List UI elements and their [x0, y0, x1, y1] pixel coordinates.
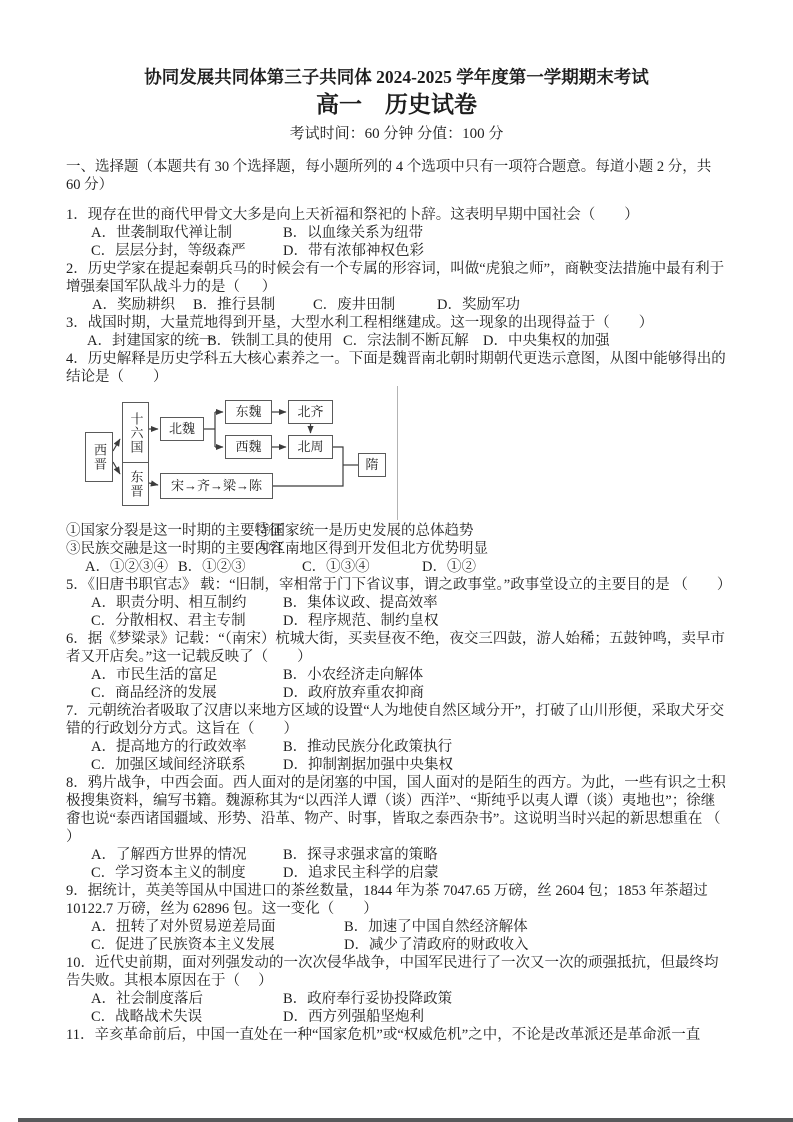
option-b: B．小农经济走向解体 [283, 667, 424, 683]
question-6 [66, 630, 727, 702]
option-b: B．①②③ [178, 559, 246, 575]
node-northern-qi: 北齐 [288, 400, 333, 424]
question-7-stem: 7．元朝统治者吸取了汉唐以来地方区域的设置“人为地使自然区域分开”，打破了山川形便，采取犬牙交错的行政划分方式。这旨在（ ） [66, 703, 725, 737]
option-b: B．加速了中国自然经济解体 [344, 919, 528, 935]
question-11 [66, 1026, 727, 1044]
option-b: B．政府奉行妥协投降政策 [283, 991, 453, 1007]
option-a: A．社会制度落后 [91, 991, 203, 1007]
option-d: D．抑制割据加强中央集权 [283, 757, 453, 773]
option-c: C．分散相权、君主专制 [91, 613, 246, 629]
question-8-stem: 8．鸦片战争，中西会面。西人面对的是闭塞的中国，国人面对的是陌生的西方。为此，一些有识之士积极搜集资料，编写书籍。魏源称其为“以西洋人谭（谈）西洋”、“斯纯乎以夷人谭（谈）夷地也”；徐继畬也说“泰西诸国疆域、形势、沿革、物产、时事，皆取之泰西杂书”。这说明当时兴起的新思想重在 （ ） [66, 775, 750, 845]
question-4 [66, 350, 727, 576]
question-2-stem: 2．历史学家在提起秦朝兵马的时候会有一个专属的形容词，叫做“虎狼之师”，商鞅变法措施中最有利于增强秦国军队战斗力的是（ ） [66, 261, 725, 295]
question-4-options [66, 558, 727, 576]
node-sui: 隋 [358, 453, 386, 477]
option-b: B．铁制工具的使用 [207, 333, 333, 349]
node-northern-zhou: 北周 [288, 435, 333, 459]
question-1-stem: 1．现存在世的商代甲骨文大多是向上天祈福和祭祀的卜辞。这表明早期中国社会（ ） [66, 207, 639, 223]
option-c: C．商品经济的发展 [91, 685, 217, 701]
option-b: B．推动民族分化政策执行 [283, 739, 453, 755]
question-7-options [66, 738, 727, 774]
question-10-options [66, 990, 727, 1026]
question-1-options [66, 224, 727, 260]
option-d: D．①② [422, 559, 476, 575]
question-8 [66, 774, 750, 882]
option-a: A．了解西方世界的情况 [91, 847, 247, 863]
question-10 [66, 954, 727, 1026]
option-d: D．带有浓郁神权色彩 [283, 243, 424, 259]
option-d: D．奖励军功 [437, 297, 520, 313]
statement-2: ②国家统一是历史发展的总体趋势 [256, 523, 474, 539]
question-5-options [66, 594, 727, 630]
node-northern-wei: 北魏 [160, 417, 204, 441]
option-b: B．探寻求强求富的策略 [283, 847, 438, 863]
option-c: C．加强区域间经济联系 [91, 757, 246, 773]
question-10-stem: 10．近代史前期，面对列强发动的一次次侵华战争，中国军民进行了一次又一次的顽强抵抗，但最终均告失败。其根本原因在于（ ） [66, 955, 719, 989]
question-3 [66, 314, 727, 350]
option-a: A．市民生活的富足 [91, 667, 218, 683]
node-western-jin: 西晋 [85, 432, 113, 482]
question-1 [66, 206, 727, 260]
option-a: A．封建国家的统一 [87, 333, 214, 349]
question-9-stem: 9．据统计，英美等国从中国进口的茶丝数量，1844 年为茶 7047.65 万磅，丝 2604 包；1853 年茶超过 10122.7 万磅，丝为 62896 包。这一变化（ ） [66, 883, 712, 917]
question-7 [66, 702, 727, 774]
option-d: D．减少了清政府的财政收入 [344, 937, 529, 953]
node-eastern-jin: 东晋 [122, 462, 149, 506]
option-c: C．战略战术失误 [91, 1009, 203, 1025]
question-3-options [66, 332, 727, 350]
question-5 [66, 576, 732, 630]
option-d: D．追求民主科学的启蒙 [283, 865, 439, 881]
option-c: C．①③④ [302, 559, 370, 575]
question-11-stem: 11．辛亥革命前后，中国一直处在一种“国家危机”或“权威危机”之中，不论是改革派还是革命派一直 [66, 1027, 701, 1043]
option-c: C．废井田制 [313, 297, 396, 313]
option-d: D．程序规范、制约皇权 [283, 613, 439, 629]
statement-4: ④江南地区得到开发但北方优势明显 [256, 541, 488, 557]
question-9 [66, 882, 727, 954]
exam-title: 协同发展共同体第三子共同体 2024-2025 学年度第一学期期末考试 [144, 67, 649, 87]
option-c: C．层层分封，等级森严 [91, 243, 246, 259]
option-a: A．提高地方的行政效率 [91, 739, 247, 755]
option-d: D．中央集权的加强 [483, 333, 610, 349]
option-d: D．西方列强船坚炮利 [283, 1009, 424, 1025]
node-eastern-wei: 东魏 [225, 400, 272, 424]
option-a: A．①②③④ [85, 559, 168, 575]
question-6-options [66, 666, 727, 702]
option-b: B．以血缘关系为纽带 [283, 225, 424, 241]
question-2 [66, 260, 727, 314]
question-2-options [66, 296, 727, 314]
node-sixteen-kingdoms: 十六国 [122, 402, 149, 463]
question-5-stem: 5．《旧唐书职官志》 载：“旧制，宰相常于门下省议事，谓之政事堂。”政事堂设立的主要目的是 （ ） [66, 577, 732, 593]
exam-subtitle: 高一 历史试卷 [316, 92, 477, 117]
node-song-qi-liang-chen: 宋→齐→梁→陈 [160, 473, 273, 499]
dynasty-flowchart [75, 390, 415, 520]
option-a: A．奖励耕织 [92, 297, 175, 313]
section-heading: 一、选择题（本题共有 30 个选择题，每小题所列的 4 个选项中只有一项符合题意。每道小题 2 分，共 60 分） [66, 159, 715, 193]
node-western-wei: 西魏 [225, 435, 272, 459]
question-4-statements [66, 522, 727, 558]
option-a: A．职责分明、相互制约 [91, 595, 247, 611]
option-c: C．学习资本主义的制度 [91, 865, 246, 881]
option-b: B．推行县制 [193, 297, 276, 313]
question-6-stem: 6．据《梦粱录》记载：“（南宋）杭城大街，买卖昼夜不绝，夜交三四鼓，游人始稀；五鼓钟鸣，卖早市者又开店矣。”这一记载反映了（ ） [66, 631, 725, 665]
statement-3: ③民族交融是这一时期的主要内容 [66, 541, 284, 557]
option-a: A．世袭制取代禅让制 [91, 225, 232, 241]
question-3-stem: 3．战国时期，大量荒地得到开垦，大型水利工程相继建成。这一现象的出现得益于（ ） [66, 315, 654, 331]
exam-info: 考试时间：60 分钟 分值：100 分 [289, 126, 504, 142]
question-8-options [66, 846, 727, 882]
question-9-options [66, 918, 727, 954]
page-bottom-edge [18, 1118, 793, 1122]
option-c: C．宗法制不断瓦解 [343, 333, 469, 349]
statement-1: ①国家分裂是这一时期的主要特征 [66, 523, 284, 539]
option-d: D．政府放弃重农抑商 [283, 685, 424, 701]
question-4-stem: 4．历史解释是历史学科五大核心素养之一。下面是魏晋南北朝时期朝代更迭示意图，从图中能够得出的结论是（ ） [66, 351, 726, 385]
vertical-divider-line [397, 386, 398, 520]
option-c: C．促进了民族资本主义发展 [91, 937, 275, 953]
option-b: B．集体议政、提高效率 [283, 595, 438, 611]
option-a: A．扭转了对外贸易逆差局面 [91, 919, 276, 935]
